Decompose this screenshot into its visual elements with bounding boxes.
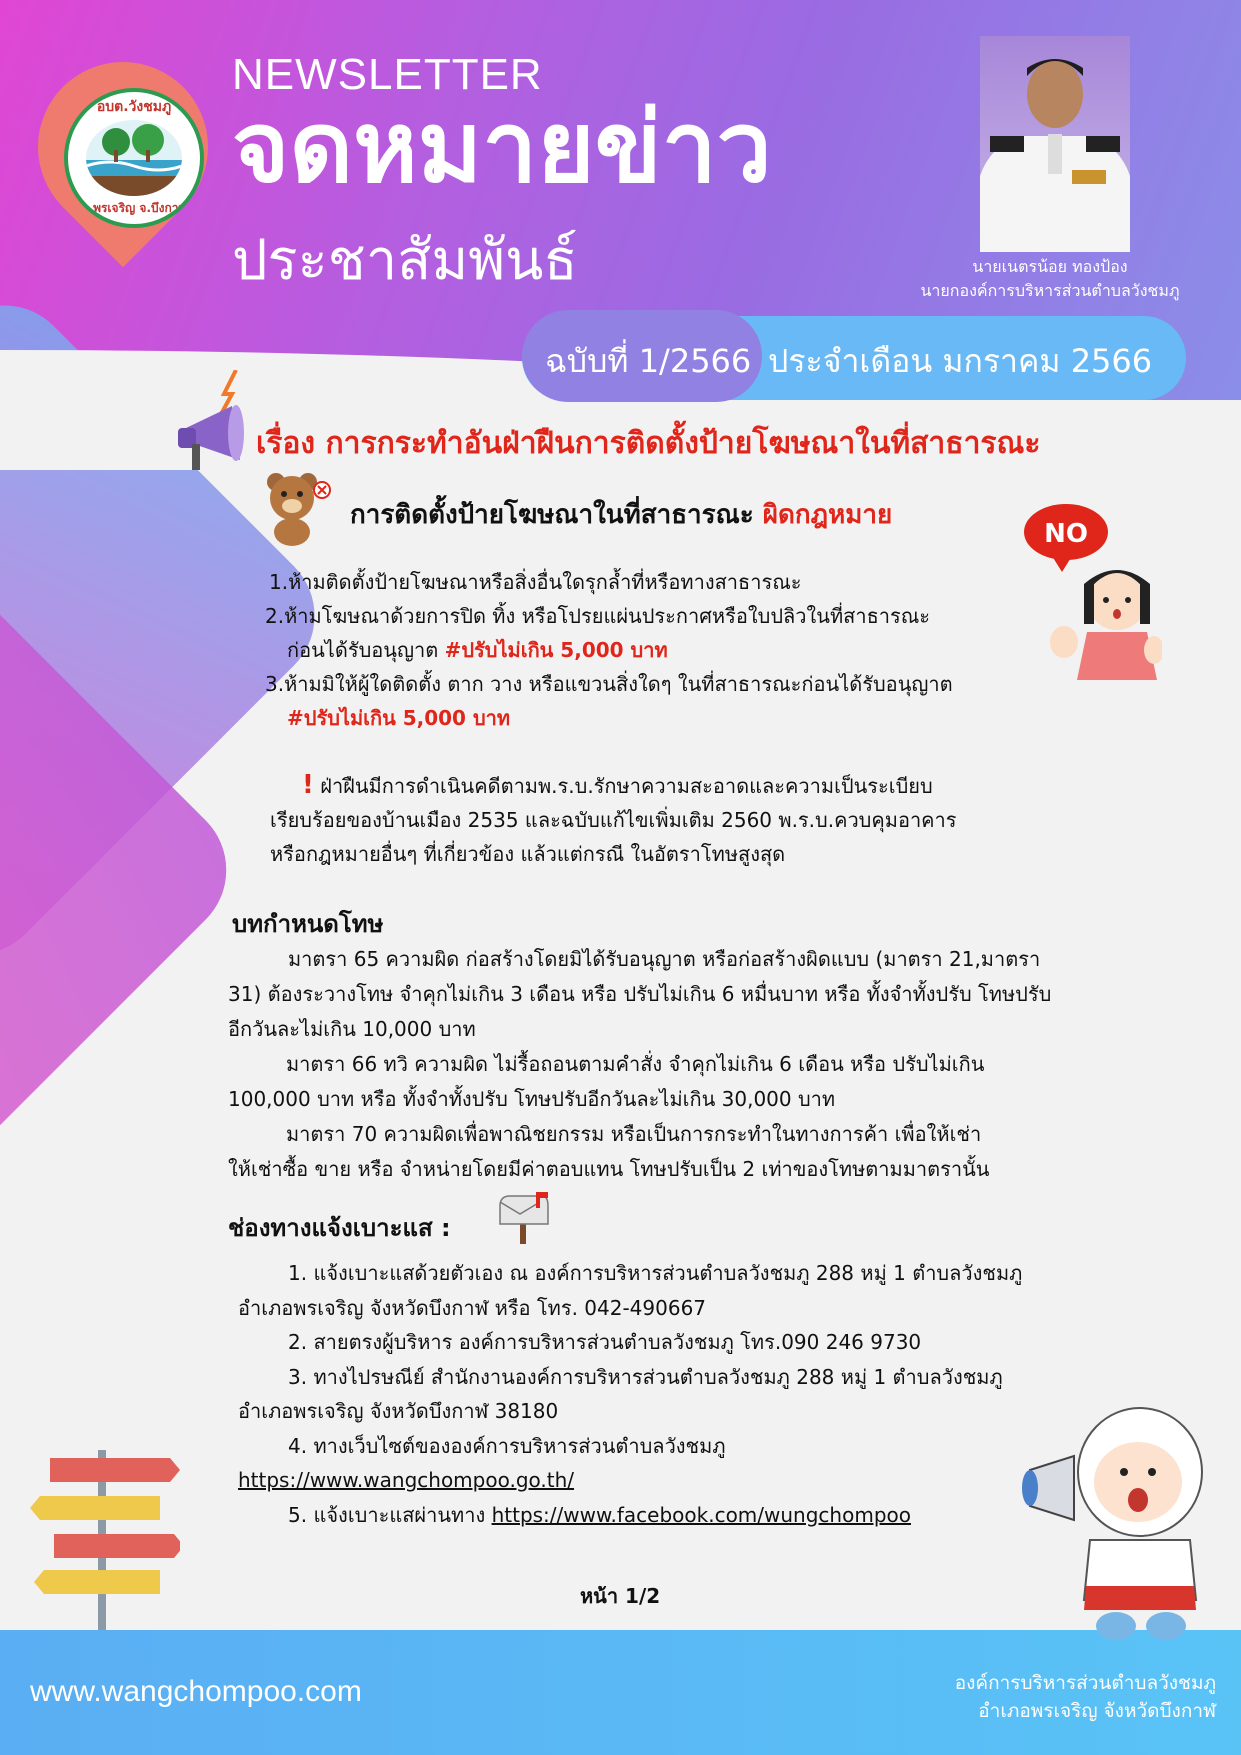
channel-3: 3. ทางไปรษณีย์ สำนักงานองค์การบริหารส่วนตำบลวังชมภู 288 หมู่ 1 ตำบลวังชมภู [288,1364,1003,1389]
no-sign-text: NO [1044,519,1088,549]
penalty-line-4: มาตรา 66 ทวิ ความผิด ไม่รื้อถอนตามคำสั่ง จำคุกไม่เกิน 6 เดือน หรือ ปรับไม่เกิน [286,1052,985,1076]
rule-3: 3.ห้ามมิให้ผู้ใดติดตั้ง ตาก วาง หรือแขวนสิ่งใดๆ ในที่สาธารณะก่อนได้รับอนุญาต [265,672,953,696]
issue-month: ประจำเดือน มกราคม 2566 [768,342,1153,380]
warning-line-2: เรียบร้อยของบ้านเมือง 2535 และฉบับแก้ไขเพิ่มเติม 2560 พ.ร.บ.ควบคุมอาคาร [270,808,957,832]
penalty-line-7: ให้เช่าซื้อ ขาย หรือ จำหน่ายโดยมีค่าตอบแทน โทษปรับเป็น 2 เท่าของโทษตามมาตรานั้น [228,1157,990,1181]
penalty-line-2: 31) ต้องระวางโทษ จำคุกไม่เกิน 3 เดือน หรือ ปรับไม่เกิน 6 หมื่นบาท หรือ ทั้งจำทั้งปรับ โทษปรับ [228,982,1052,1006]
illegal-heading [350,494,892,535]
warning-line-1 [270,768,1030,803]
website-link[interactable]: https://www.wangchompoo.go.th/ [238,1468,575,1492]
subject-heading: เรื่อง การกระทำอันฝ่าฝืนการติดตั้งป้ายโฆษณาในที่สาธารณะ [256,426,1041,461]
page-subtitle: ประชาสัมพันธ์ [232,228,578,293]
mayor-title: นายกองค์การบริหารส่วนตำบลวังชมภู [920,281,1180,300]
warning-text-1: ฝ่าฝืนมีการดำเนินคดีตามพ.ร.บ.รักษาความสะอาดและความเป็นระเบียบ [320,774,933,798]
mayor-portrait [980,36,1130,252]
channel-4-link-row [238,1463,1118,1498]
penalty-section [228,942,1118,1187]
penalty-heading: บทกำหนดโทษ [232,910,384,938]
channel-2: 2. สายตรงผู้บริหาร องค์การบริหารส่วนตำบลวังชมภู โทร.090 246 9730 [288,1330,922,1354]
penalty-line-5: 100,000 บาท หรือ ทั้งจำทั้งปรับ โทษปรับอีกวันละไม่เกิน 30,000 บาท [228,1087,836,1111]
rule-3-fine [265,701,1045,735]
channel-3-continued: อำเภอพรเจริญ จังหวัดบึงกาฬ 38180 [238,1399,559,1423]
rule-2: 2.ห้ามโฆษณาด้วยการปิด ทิ้ง หรือโปรยแผ่นประกาศหรือใบปลิวในที่สาธารณะ [265,604,931,628]
issue-number: ฉบับที่ 1/2566 [545,342,752,380]
penalty-line-1: มาตรา 65 ความผิด ก่อสร้างโดยมิได้รับอนุญาต หรือก่อสร้างผิดแบบ (มาตรา 21,มาตรา [288,947,1041,971]
footer-org-location: อำเภอพรเจริญ จังหวัดบึงกาฬ [978,1700,1216,1722]
fine-tag: #ปรับไม่เกิน 5,000 บาท [444,638,668,662]
logo-top-text: อบต.วังชมภู [96,99,172,115]
warning-paragraph [270,768,1030,871]
channel-5 [238,1498,1118,1533]
channel-1: 1. แจ้งเบาะแสด้วยตัวเอง ณ องค์การบริหารส่วนตำบลวังชมภู 288 หมู่ 1 ตำบลวังชมภู [288,1261,1023,1285]
penalty-line-3: อีกวันละไม่เกิน 10,000 บาท [228,1017,476,1041]
logo-scene-icon [86,120,182,196]
fine-tag-2: #ปรับไม่เกิน 5,000 บาท [287,706,511,730]
bear-icon [262,468,332,546]
rule-1: 1.ห้ามติดตั้งป้ายโฆษณาหรือสิ่งอื่นใดรุกล้ำที่หรือทางสาธารณะ [269,570,802,594]
rules-list [265,565,1045,735]
page-number: หน้า 1/2 [580,1584,661,1608]
channel-1-continued: อำเภอพรเจริญ จังหวัดบึงกาฬ หรือ โทร. 042-490667 [238,1295,707,1320]
channels-heading: ช่องทางแจ้งเบาะแส : [228,1214,451,1242]
mascot-megaphone-icon [1020,1400,1220,1640]
logo-bottom-text: อ.พรเจริญ จ.บึงกาฬ [81,201,187,215]
facebook-link[interactable]: https://www.facebook.com/wungchompoo [491,1502,911,1527]
mailbox-icon [496,1192,552,1244]
footer-org-name: องค์การบริหารส่วนตำบลวังชมภู [954,1672,1216,1694]
rule-2-tail: ก่อนได้รับอนุญาต [287,638,439,662]
newsletter-label: NEWSLETTER [232,50,543,99]
channel-4: 4. ทางเว็บไซต์ขององค์การบริหารส่วนตำบลวังชมภู [288,1433,726,1458]
warning-line-3: หรือกฎหมายอื่นๆ ที่เกี่ยวข้อง แล้วแต่กรณี ในอัตราโทษสูงสุด [270,842,786,866]
exclamation-icon: ! [302,770,314,800]
illegal-red-text: ผิดกฎหมาย [762,500,893,530]
footer-website[interactable]: www.wangchompoo.com [30,1675,362,1708]
mayor-name: นายเนตรน้อย ทองป้อง [972,257,1128,276]
channel-5-text: 5. แจ้งเบาะแสผ่านทาง [288,1502,492,1527]
page-title: จดหมายข่าว [232,91,772,205]
penalty-line-6: มาตรา 70 ความผิดเพื่อพาณิชยกรรม หรือเป็นการกระทำในทางการค้า เพื่อให้เช่า [286,1122,982,1146]
organization-logo [64,88,204,228]
megaphone-icon [176,370,256,480]
signpost-icon [30,1450,180,1630]
illegal-text: การติดตั้งป้ายโฆษณาในที่สาธารณะ [350,500,754,530]
channels-list [238,1256,1118,1532]
rule-2-continued [265,633,1045,667]
